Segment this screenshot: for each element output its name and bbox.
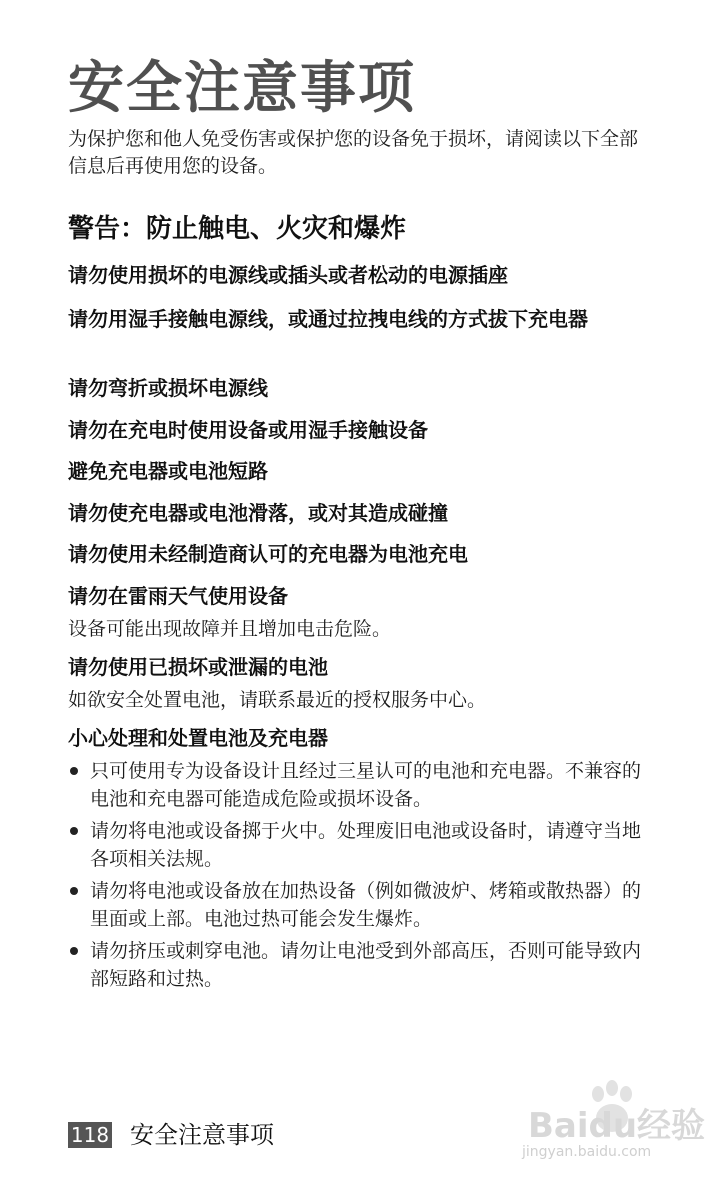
bullet-text: 请勿将电池或设备放在加热设备（例如微波炉、烤箱或散热器）的里面或上部。电池过热可能会发生爆炸。 xyxy=(90,880,642,930)
warning-item: 请勿在雷雨天气使用设备 xyxy=(68,584,288,608)
warning-item: 请勿使充电器或电池滑落，或对其造成碰撞 xyxy=(68,501,448,525)
warning-item: 请勿使用已损坏或泄漏的电池 xyxy=(68,655,328,679)
bullet-text: 请勿挤压或刺穿电池。请勿让电池受到外部高压，否则可能导致内部短路和过热。 xyxy=(90,940,642,990)
page-number: 118 xyxy=(68,1122,112,1148)
baidu-watermark xyxy=(520,1080,710,1170)
warning-note: 如欲安全处置电池，请联系最近的授权服务中心。 xyxy=(68,689,487,711)
bullet-item xyxy=(68,817,648,873)
section-heading: 警告：防止触电、火灾和爆炸 xyxy=(68,214,407,244)
warning-item: 避免充电器或电池短路 xyxy=(68,459,268,483)
warning-item: 小心处理和处置电池及充电器 xyxy=(68,726,328,750)
bullet-dot-icon xyxy=(70,827,78,835)
watermark-url: jingyan.baidu.com xyxy=(522,1144,652,1160)
bullet-text: 请勿将电池或设备掷于火中。处理废旧电池或设备时，请遵守当地各项相关法规。 xyxy=(90,820,642,870)
bullet-dot-icon xyxy=(70,767,78,775)
warning-item: 请勿使用损坏的电源线或插头或者松动的电源插座 xyxy=(68,263,508,287)
bullet-item xyxy=(68,757,648,813)
footer-title: 安全注意事项 xyxy=(130,1121,274,1149)
intro-paragraph: 为保护您和他人免受伤害或保护您的设备免于损坏，请阅读以下全部信息后再使用您的设备。 xyxy=(68,128,639,177)
bullet-text: 只可使用专为设备设计且经过三星认可的电池和充电器。不兼容的电池和充电器可能造成危险或损坏设备。 xyxy=(90,760,642,810)
warning-item: 请勿使用未经制造商认可的充电器为电池充电 xyxy=(68,542,468,566)
bullet-item xyxy=(68,877,648,933)
watermark-brand: Baidu经验 xyxy=(528,1106,706,1146)
warning-note: 设备可能出现故障并且增加电击危险。 xyxy=(68,618,392,640)
warning-item: 请勿弯折或损坏电源线 xyxy=(68,376,268,400)
bullet-item xyxy=(68,937,648,993)
bullet-dot-icon xyxy=(70,887,78,895)
bullet-dot-icon xyxy=(70,947,78,955)
warning-item: 请勿在充电时使用设备或用湿手接触设备 xyxy=(68,418,428,442)
bullet-list xyxy=(68,757,648,997)
page-title: 安全注意事项 xyxy=(68,56,416,121)
warning-item: 请勿用湿手接触电源线，或通过拉拽电线的方式拔下充电器 xyxy=(68,307,588,331)
